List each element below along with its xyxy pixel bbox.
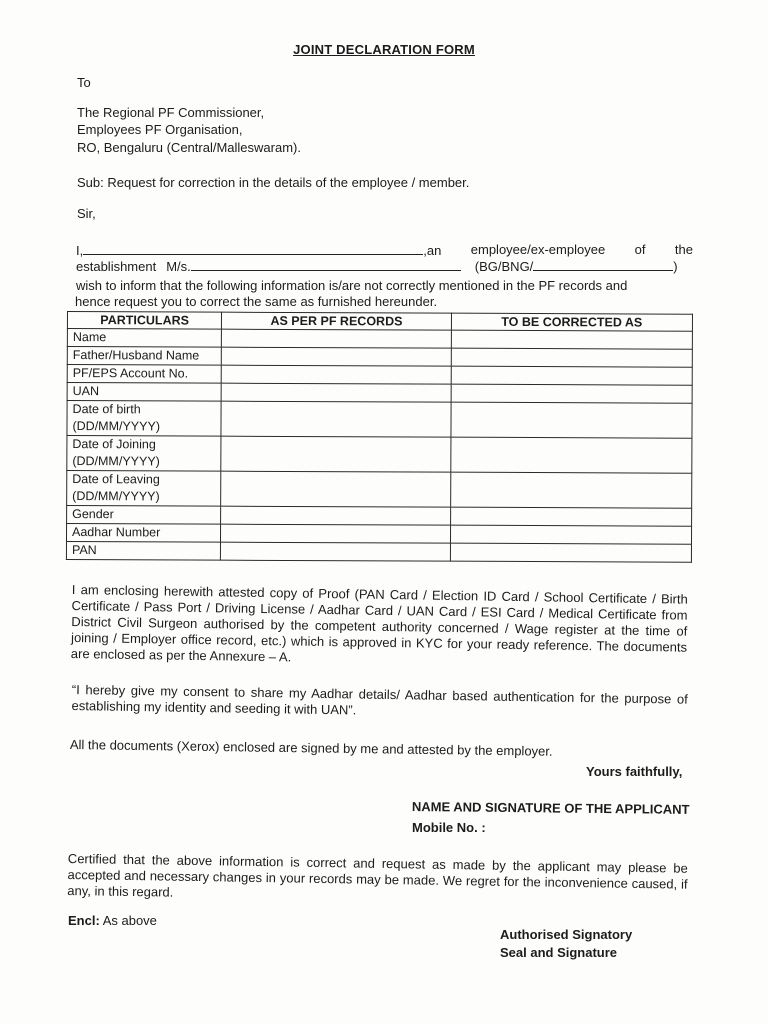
particular-label xyxy=(67,347,221,366)
to-be-corrected-cell[interactable] xyxy=(450,507,691,526)
particular-label-text: Date of birth xyxy=(72,402,141,417)
pf-records-cell[interactable] xyxy=(221,436,450,472)
pf-records-cell[interactable] xyxy=(221,524,450,543)
particular-format-hint: (DD/MM/YYYY) xyxy=(72,419,161,434)
subject-line: Sub: Request for correction in the details of the employee / member. xyxy=(77,175,470,190)
to-be-corrected-cell[interactable] xyxy=(450,472,691,508)
mobile-label: Mobile No. : xyxy=(412,820,486,835)
closing-yours-faithfully: Yours faithfully, xyxy=(586,764,683,779)
table-row xyxy=(66,542,691,563)
establishment-code-prefix: (BG/BNG/ xyxy=(474,259,534,274)
establishment-code-suffix: ) xyxy=(673,259,678,274)
table-body xyxy=(66,329,692,563)
declaration-ms: M/s. xyxy=(166,259,191,274)
pf-records-cell[interactable] xyxy=(221,383,450,402)
particular-format-hint: (DD/MM/YYYY) xyxy=(72,454,160,469)
particular-label-text: Gender xyxy=(72,507,114,522)
correction-table xyxy=(66,311,693,563)
to-be-corrected-cell[interactable] xyxy=(450,437,691,473)
particular-format-hint: (DD/MM/YYYY) xyxy=(72,489,160,504)
particular-label-text: PF/EPS Account No. xyxy=(72,366,189,381)
encl-value: As above xyxy=(102,913,157,928)
declaration-an: ,an xyxy=(423,243,442,258)
to-be-corrected-cell[interactable] xyxy=(450,525,691,544)
pf-records-cell[interactable] xyxy=(221,542,450,561)
form-title: JOINT DECLARATION FORM xyxy=(293,42,475,57)
particular-label xyxy=(67,506,221,525)
particular-label-text: Name xyxy=(72,330,107,345)
declaration-line-2 xyxy=(76,258,693,275)
address-line-1: The Regional PF Commissioner, xyxy=(77,105,265,120)
establishment-name-field[interactable] xyxy=(191,258,461,271)
particular-label xyxy=(66,524,220,543)
declaration-employee-type: employee/ex-employee xyxy=(470,242,606,257)
declaration-of: of xyxy=(634,242,646,257)
certification-paragraph: Certified that the above information is correct and request as made by the applicant may please be accepted and necessary changes in your records may be made. We regret for the inconvenience caused, if any, in this regard. xyxy=(67,851,688,900)
to-be-corrected-cell[interactable] xyxy=(451,348,692,367)
encl-label: Encl: xyxy=(68,913,100,928)
pf-records-cell[interactable] xyxy=(221,506,450,525)
declaration-line-1-left xyxy=(76,242,441,259)
particular-label xyxy=(66,542,220,561)
authorised-signatory: Authorised Signatory xyxy=(500,927,633,942)
table-row xyxy=(67,365,692,386)
to-be-corrected-cell[interactable] xyxy=(451,384,692,403)
employee-name-field[interactable] xyxy=(83,242,423,255)
particular-label-text: Date of Joining xyxy=(72,437,156,452)
pf-records-cell[interactable] xyxy=(221,471,450,507)
to-be-corrected-cell[interactable] xyxy=(451,402,692,438)
declaration-i: I, xyxy=(76,243,84,258)
attestation-line: All the documents (Xerox) enclosed are signed by me and attested by the employer. xyxy=(69,737,553,759)
address-line-3: RO, Bengaluru (Central/Malleswaram). xyxy=(77,140,301,155)
particular-label xyxy=(67,401,222,437)
pf-records-cell[interactable] xyxy=(221,401,450,437)
pf-records-cell[interactable] xyxy=(222,347,451,366)
particular-label-text: Father/Husband Name xyxy=(72,348,200,363)
table-row xyxy=(67,436,692,474)
to-be-corrected-cell[interactable] xyxy=(451,330,692,349)
declaration-the: the xyxy=(674,242,693,257)
address-line-2: Employees PF Organisation, xyxy=(77,122,243,137)
declaration-line-1 xyxy=(76,242,693,259)
particular-label xyxy=(67,365,221,384)
table-header-row xyxy=(67,312,692,332)
particular-label xyxy=(67,436,222,472)
table-row xyxy=(67,471,692,509)
establishment-code-field[interactable] xyxy=(533,258,673,271)
salutation-to: To xyxy=(77,75,91,90)
table-row xyxy=(67,401,692,439)
particular-label xyxy=(67,329,221,348)
seal-and-signature: Seal and Signature xyxy=(500,945,618,960)
enclosure-note xyxy=(68,913,157,929)
particular-label-text: UAN xyxy=(72,384,100,399)
pf-records-cell[interactable] xyxy=(222,365,451,384)
header-as-per-pf-records: AS PER PF RECORDS xyxy=(222,312,451,330)
particular-label xyxy=(67,383,221,402)
particular-label-text: PAN xyxy=(71,543,97,558)
applicant-signature-label: NAME AND SIGNATURE OF THE APPLICANT xyxy=(411,799,690,817)
declaration-line-3: wish to inform that the following information is/are not correctly mentioned in the PF records and xyxy=(76,278,628,293)
to-be-corrected-cell[interactable] xyxy=(450,543,691,562)
enclosure-paragraph: I am enclosing herewith attested copy of Proof (PAN Card / Election ID Card / School Certificate / Birth Certificate / Pass Port / Driving License / Aadhar Card / UAN Card / ESI Card / Medical Certificate from District Civil Surgeon authorised by the competent authority concerned / Wage register at the time of joining / Employer office record, etc.) which is approved in KYC for your ready reference. The documents are enclosed as per the Annexure – A. xyxy=(70,582,688,665)
greeting: Sir, xyxy=(77,206,96,221)
particular-label-text: Date of Leaving xyxy=(72,472,160,487)
header-particulars: PARTICULARS xyxy=(67,312,221,330)
particular-label-text: Aadhar Number xyxy=(72,525,161,540)
declaration-line-4: hence request you to correct the same as furnished hereunder. xyxy=(75,294,438,309)
table-row xyxy=(67,347,692,368)
pf-records-cell[interactable] xyxy=(222,329,451,348)
header-to-be-corrected-as: TO BE CORRECTED AS xyxy=(451,313,692,331)
declaration-establishment: establishment xyxy=(76,259,157,274)
to-be-corrected-cell[interactable] xyxy=(451,366,692,385)
particular-label xyxy=(67,471,222,507)
consent-paragraph: “I hereby give my consent to share my Aadhar details/ Aadhar based authentication for the purpose of establishing my identity and seeding it with UAN”. xyxy=(71,682,688,718)
